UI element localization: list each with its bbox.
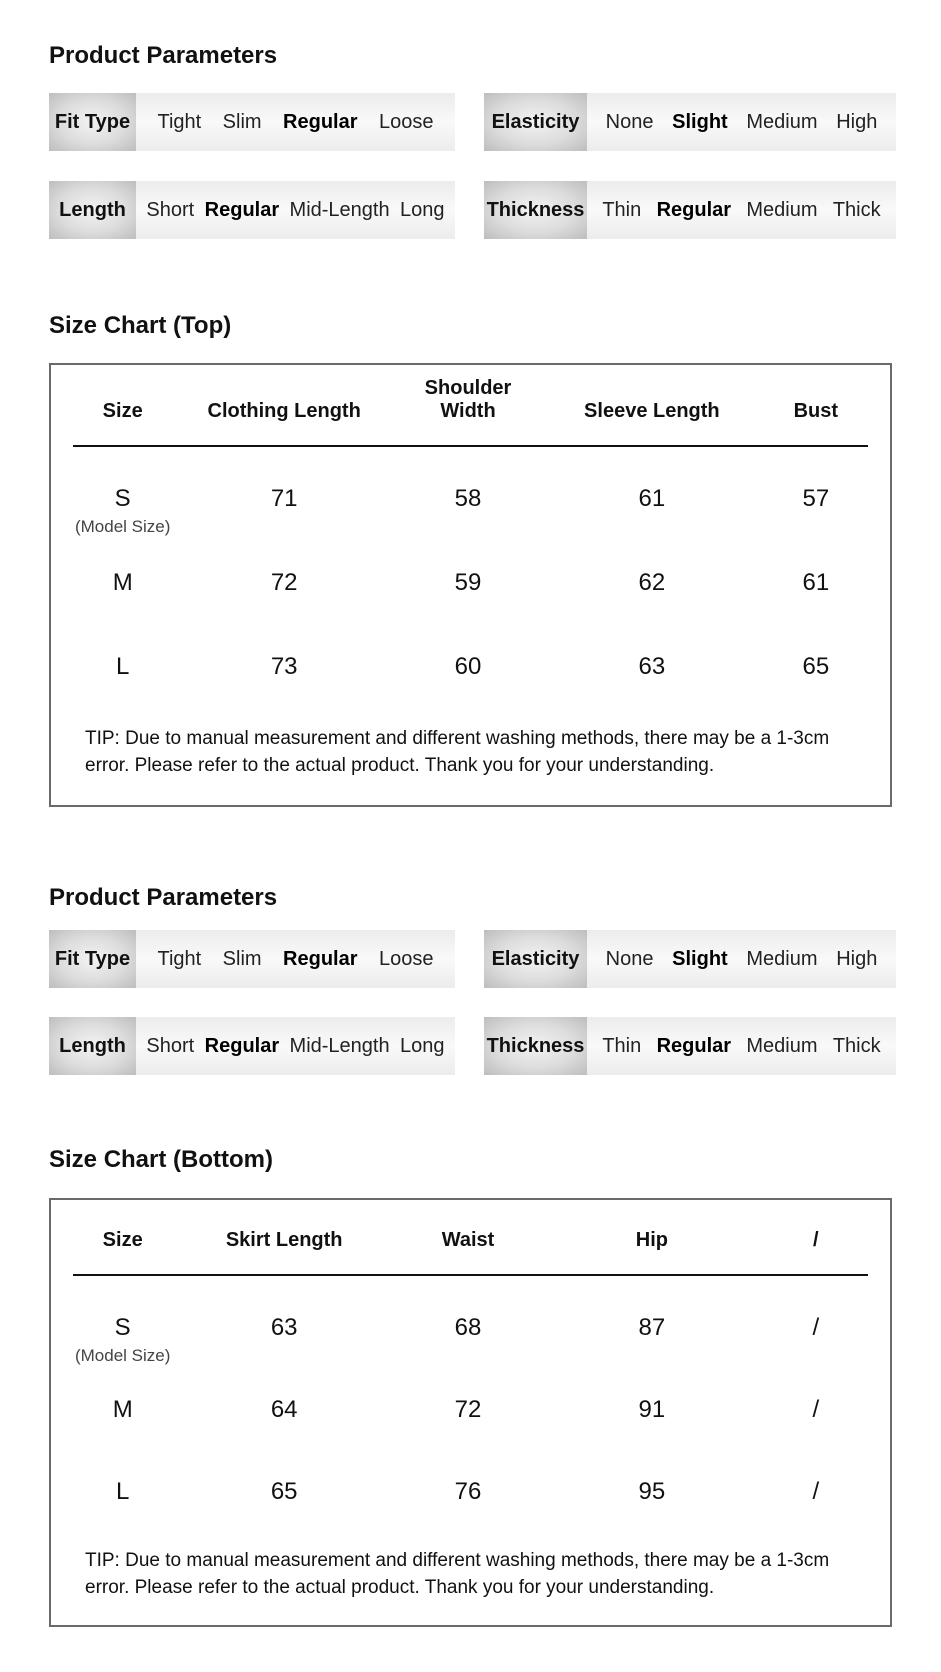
param-options-elasticity: [587, 93, 896, 151]
cell-value: 61: [638, 485, 666, 512]
cell-size: M: [112, 1396, 133, 1423]
cell-value: 58: [454, 485, 482, 512]
cell-value: 65: [270, 1478, 298, 1505]
header-size: Size: [102, 400, 143, 422]
option-slight-selected: Slight: [672, 110, 728, 133]
header-clothing-length: Clothing Length: [207, 400, 361, 422]
cell-value: 63: [638, 653, 666, 680]
option-medium: Medium: [746, 110, 818, 133]
size-chart-top: [49, 363, 892, 807]
option-high: High: [836, 110, 878, 133]
param-row-fit-type: [49, 930, 455, 988]
param-row-elasticity: [484, 930, 896, 988]
option-loose: Loose: [378, 947, 434, 970]
option-none: None: [605, 110, 654, 133]
cell-value: 63: [270, 1314, 298, 1341]
header-bust: Bust: [793, 400, 839, 422]
param-label-thickness: Thickness: [484, 1017, 587, 1075]
option-regular-selected: Regular: [656, 1034, 732, 1057]
cell-value: /: [812, 1478, 820, 1505]
param-row-thickness: [484, 1017, 896, 1075]
param-row-elasticity: [484, 93, 896, 151]
cell-size: M: [112, 569, 133, 596]
cell-value: /: [812, 1396, 820, 1423]
option-mid-length: Mid-Length: [289, 1034, 390, 1057]
option-thick: Thick: [832, 198, 881, 221]
model-size-note: (Model Size): [74, 1346, 171, 1365]
cell-value: 68: [454, 1314, 482, 1341]
cell-value: 95: [638, 1478, 666, 1505]
table-row: [73, 1276, 868, 1365]
option-tight: Tight: [157, 110, 202, 133]
param-row-length: [49, 1017, 455, 1075]
table-header: [73, 365, 868, 447]
param-row-length: [49, 181, 455, 239]
table-row: [73, 615, 868, 699]
cell-value: 87: [638, 1314, 666, 1341]
header-waist: Waist: [441, 1229, 495, 1251]
option-mid-length: Mid-Length: [289, 198, 390, 221]
size-chart-bottom: [49, 1198, 892, 1627]
cell-size: S (Model Size): [74, 485, 171, 536]
cell-value: /: [812, 1314, 820, 1341]
option-short: Short: [146, 1034, 195, 1057]
table-header: [73, 1200, 868, 1276]
option-short: Short: [146, 198, 195, 221]
cell-value: 73: [270, 653, 298, 680]
option-slight-selected: Slight: [672, 947, 728, 970]
cell-size: S (Model Size): [74, 1314, 171, 1365]
option-loose: Loose: [378, 110, 434, 133]
option-long: Long: [400, 1034, 445, 1057]
table-row: [73, 1358, 868, 1440]
table-row: [73, 531, 868, 615]
measurement-tip: TIP: Due to manual measurement and different washing methods, there may be a 1-3cm error. Please refer to the actual product. Thank you for your understanding.: [85, 728, 830, 776]
cell-value: 59: [454, 569, 482, 596]
param-options-length: [136, 181, 455, 239]
option-tight: Tight: [157, 947, 202, 970]
param-label-fit-type: Fit Type: [49, 930, 136, 988]
cell-value: 91: [638, 1396, 666, 1423]
option-thick: Thick: [832, 1034, 881, 1057]
size-table-bottom: [73, 1200, 868, 1522]
option-none: None: [605, 947, 654, 970]
cell-value: 64: [270, 1396, 298, 1423]
param-label-elasticity: Elasticity: [484, 93, 587, 151]
cell-value: 57: [802, 485, 830, 512]
model-size-note: (Model Size): [74, 517, 171, 536]
option-regular-selected: Regular: [656, 198, 732, 221]
param-options-thickness: [587, 1017, 896, 1075]
table-row: [73, 447, 868, 536]
cell-value: 72: [454, 1396, 482, 1423]
size-chart-bottom-title: Size Chart (Bottom): [49, 1146, 273, 1173]
param-options-fit-type: [136, 93, 455, 151]
header-empty: /: [813, 1229, 819, 1251]
cell-value: 72: [270, 569, 298, 596]
table-row: [73, 1440, 868, 1522]
param-options-fit-type: [136, 930, 455, 988]
product-parameters-title: Product Parameters: [49, 884, 278, 911]
option-regular-selected: Regular: [204, 198, 280, 221]
cell-value: 62: [638, 569, 666, 596]
option-medium: Medium: [746, 1034, 818, 1057]
header-skirt-length: Skirt Length: [225, 1229, 343, 1251]
param-label-elasticity: Elasticity: [484, 930, 587, 988]
param-label-fit-type: Fit Type: [49, 93, 136, 151]
param-options-thickness: [587, 181, 896, 239]
option-high: High: [836, 947, 878, 970]
option-medium: Medium: [746, 947, 818, 970]
cell-value: 76: [454, 1478, 482, 1505]
cell-size: L: [116, 653, 130, 680]
option-thin: Thin: [602, 1034, 642, 1057]
param-options-length: [136, 1017, 455, 1075]
param-label-length: Length: [49, 1017, 136, 1075]
size-table-top: [73, 365, 868, 699]
option-long: Long: [400, 198, 445, 221]
measurement-tip: TIP: Due to manual measurement and different washing methods, there may be a 1-3cm error. Please refer to the actual product. Thank you for your understanding.: [85, 1550, 830, 1598]
param-label-thickness: Thickness: [484, 181, 587, 239]
option-regular-selected: Regular: [204, 1034, 280, 1057]
option-regular-selected: Regular: [283, 947, 358, 970]
cell-value: 60: [454, 653, 482, 680]
option-medium: Medium: [746, 198, 818, 221]
header-shoulder-width: Shoulder Width: [424, 377, 512, 422]
option-slim: Slim: [222, 947, 262, 970]
cell-size: L: [116, 1478, 130, 1505]
header-sleeve-length: Sleeve Length: [584, 400, 720, 422]
size-chart-top-title: Size Chart (Top): [49, 312, 232, 339]
param-label-length: Length: [49, 181, 136, 239]
product-parameters-title: Product Parameters: [49, 42, 278, 69]
option-slim: Slim: [222, 110, 262, 133]
cell-value: 65: [802, 653, 830, 680]
param-options-elasticity: [587, 930, 896, 988]
header-size: Size: [102, 1229, 143, 1251]
cell-value: 61: [802, 569, 830, 596]
option-regular-selected: Regular: [283, 110, 358, 133]
header-hip: Hip: [635, 1229, 668, 1251]
cell-value: 71: [270, 485, 298, 512]
param-row-fit-type: [49, 93, 455, 151]
option-thin: Thin: [602, 198, 642, 221]
param-row-thickness: [484, 181, 896, 239]
